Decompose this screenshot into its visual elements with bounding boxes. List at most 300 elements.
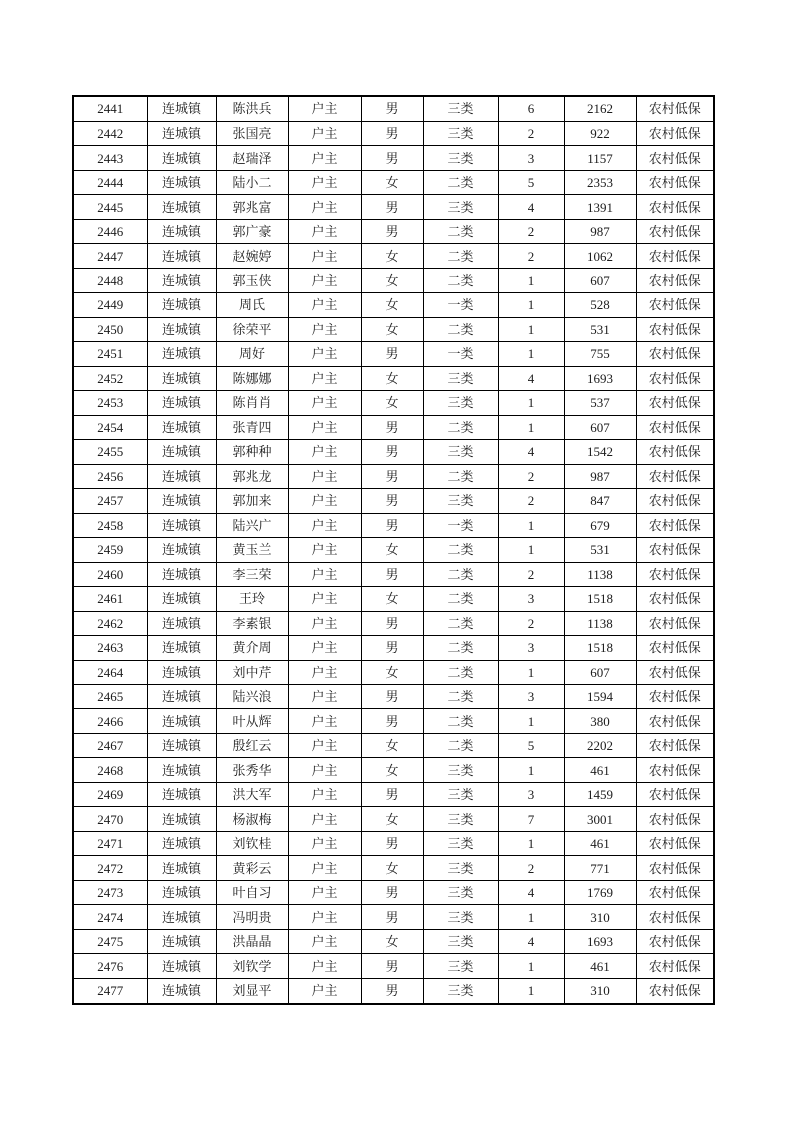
table-cell: 户主 [288,733,361,757]
table-cell: 连城镇 [147,660,216,684]
table-cell: 农村低保 [636,758,714,782]
table-cell: 1542 [564,440,636,464]
table-cell: 1 [498,342,564,366]
table-cell: 1 [498,538,564,562]
table-cell: 户主 [288,685,361,709]
table-row [73,440,714,464]
table-cell: 1 [498,317,564,341]
table-cell: 1693 [564,929,636,953]
table-cell: 2454 [73,415,147,439]
table-cell: 男 [361,464,423,488]
table-cell: 陆兴广 [216,513,288,537]
table-cell: 607 [564,268,636,292]
table-cell: 1 [498,758,564,782]
table-cell: 农村低保 [636,587,714,611]
table-cell: 户主 [288,268,361,292]
table-cell: 2472 [73,856,147,880]
table-cell: 男 [361,121,423,145]
table-cell: 2 [498,464,564,488]
table-cell: 2459 [73,538,147,562]
table-cell: 三类 [423,782,498,806]
table-cell: 户主 [288,415,361,439]
table-cell: 531 [564,538,636,562]
table-row [73,195,714,219]
table-row [73,538,714,562]
table-cell: 连城镇 [147,587,216,611]
table-cell: 679 [564,513,636,537]
table-cell: 男 [361,978,423,1004]
table-cell: 农村低保 [636,489,714,513]
table-cell: 农村低保 [636,293,714,317]
table-cell: 一类 [423,293,498,317]
table-cell: 刘钦桂 [216,831,288,855]
table-body [73,96,714,1004]
table-cell: 冯明贵 [216,905,288,929]
table-cell: 二类 [423,733,498,757]
table-cell: 女 [361,538,423,562]
table-cell: 2 [498,121,564,145]
table-row [73,219,714,243]
table-cell: 户主 [288,440,361,464]
table-cell: 连城镇 [147,807,216,831]
table-cell: 1138 [564,611,636,635]
table-cell: 户主 [288,391,361,415]
table-cell: 1157 [564,146,636,170]
table-cell: 1062 [564,244,636,268]
table-cell: 847 [564,489,636,513]
table-cell: 三类 [423,978,498,1004]
table-cell: 农村低保 [636,733,714,757]
table-row [73,391,714,415]
table-row [73,954,714,978]
table-cell: 户主 [288,611,361,635]
table-cell: 1 [498,978,564,1004]
table-cell: 987 [564,464,636,488]
table-cell: 户主 [288,954,361,978]
table-cell: 二类 [423,636,498,660]
table-row [73,562,714,586]
table-row [73,268,714,292]
table-cell: 男 [361,685,423,709]
table-row [73,636,714,660]
table-cell: 三类 [423,905,498,929]
table-cell: 2460 [73,562,147,586]
table-row [73,929,714,953]
table-cell: 连城镇 [147,219,216,243]
table-cell: 农村低保 [636,954,714,978]
table-cell: 农村低保 [636,391,714,415]
table-cell: 陈肖肖 [216,391,288,415]
table-cell: 农村低保 [636,685,714,709]
table-row [73,905,714,929]
table-cell: 2 [498,219,564,243]
table-cell: 户主 [288,489,361,513]
table-cell: 陈洪兵 [216,96,288,121]
table-cell: 户主 [288,342,361,366]
table-cell: 连城镇 [147,880,216,904]
table-cell: 连城镇 [147,293,216,317]
table-cell: 三类 [423,489,498,513]
table-cell: 4 [498,929,564,953]
table-cell: 1769 [564,880,636,904]
table-row [73,96,714,121]
table-row [73,758,714,782]
table-cell: 1518 [564,587,636,611]
table-cell: 一类 [423,513,498,537]
table-row [73,415,714,439]
table-cell: 1 [498,709,564,733]
table-cell: 女 [361,244,423,268]
table-cell: 户主 [288,366,361,390]
table-cell: 洪大军 [216,782,288,806]
table-cell: 2461 [73,587,147,611]
table-cell: 二类 [423,317,498,341]
table-cell: 3 [498,782,564,806]
table-cell: 杨淑梅 [216,807,288,831]
table-cell: 二类 [423,709,498,733]
table-cell: 刘钦学 [216,954,288,978]
table-cell: 三类 [423,366,498,390]
table-cell: 殷红云 [216,733,288,757]
table-cell: 连城镇 [147,782,216,806]
table-cell: 三类 [423,807,498,831]
table-cell: 987 [564,219,636,243]
table-cell: 农村低保 [636,709,714,733]
table-cell: 2471 [73,831,147,855]
table-cell: 郭广豪 [216,219,288,243]
table-cell: 刘中芹 [216,660,288,684]
table-cell: 2 [498,562,564,586]
table-cell: 1 [498,660,564,684]
table-row [73,587,714,611]
table-cell: 户主 [288,121,361,145]
table-cell: 户主 [288,219,361,243]
table-row [73,513,714,537]
table-row [73,856,714,880]
table-cell: 二类 [423,219,498,243]
table-cell: 771 [564,856,636,880]
table-cell: 连城镇 [147,366,216,390]
table-cell: 1 [498,391,564,415]
table-cell: 5 [498,733,564,757]
table-cell: 农村低保 [636,96,714,121]
table-cell: 农村低保 [636,660,714,684]
table-cell: 户主 [288,856,361,880]
table-row [73,244,714,268]
table-cell: 户主 [288,782,361,806]
table-cell: 2450 [73,317,147,341]
table-cell: 男 [361,489,423,513]
table-cell: 男 [361,440,423,464]
table-cell: 男 [361,415,423,439]
table-cell: 2453 [73,391,147,415]
table-cell: 农村低保 [636,929,714,953]
table-cell: 郭种种 [216,440,288,464]
table-cell: 三类 [423,440,498,464]
table-cell: 连城镇 [147,146,216,170]
table-cell: 连城镇 [147,685,216,709]
table-cell: 2477 [73,978,147,1004]
table-cell: 1 [498,831,564,855]
table-cell: 二类 [423,538,498,562]
table-cell: 1138 [564,562,636,586]
table-row [73,880,714,904]
table-cell: 2464 [73,660,147,684]
table-cell: 2462 [73,611,147,635]
table-cell: 农村低保 [636,219,714,243]
table-cell: 农村低保 [636,268,714,292]
table-cell: 2441 [73,96,147,121]
table-cell: 1594 [564,685,636,709]
table-cell: 连城镇 [147,562,216,586]
table-cell: 张国亮 [216,121,288,145]
table-cell: 女 [361,856,423,880]
table-cell: 赵瑞泽 [216,146,288,170]
table-cell: 男 [361,219,423,243]
table-cell: 户主 [288,293,361,317]
table-cell: 农村低保 [636,317,714,341]
table-cell: 二类 [423,611,498,635]
table-cell: 农村低保 [636,342,714,366]
table-cell: 2442 [73,121,147,145]
table-row [73,366,714,390]
table-cell: 郭兆龙 [216,464,288,488]
table-cell: 三类 [423,195,498,219]
table-cell: 李三荣 [216,562,288,586]
table-cell: 连城镇 [147,978,216,1004]
table-cell: 2202 [564,733,636,757]
table-cell: 女 [361,366,423,390]
table-cell: 4 [498,880,564,904]
table-cell: 女 [361,807,423,831]
table-cell: 2451 [73,342,147,366]
table-cell: 2 [498,244,564,268]
table-row [73,660,714,684]
table-cell: 周氏 [216,293,288,317]
table-cell: 三类 [423,96,498,121]
table-cell: 郭加来 [216,489,288,513]
table-cell: 男 [361,195,423,219]
table-cell: 男 [361,562,423,586]
table-cell: 1 [498,268,564,292]
table-cell: 户主 [288,978,361,1004]
table-cell: 连城镇 [147,758,216,782]
table-cell: 连城镇 [147,929,216,953]
table-cell: 2470 [73,807,147,831]
table-row [73,978,714,1004]
table-cell: 二类 [423,244,498,268]
table-cell: 户主 [288,880,361,904]
table-cell: 农村低保 [636,831,714,855]
table-cell: 女 [361,587,423,611]
table-cell: 农村低保 [636,195,714,219]
table-cell: 户主 [288,464,361,488]
table-cell: 三类 [423,758,498,782]
table-cell: 2 [498,611,564,635]
table-cell: 二类 [423,268,498,292]
table-cell: 农村低保 [636,782,714,806]
table-cell: 户主 [288,195,361,219]
table-cell: 2443 [73,146,147,170]
table-cell: 三类 [423,121,498,145]
table-cell: 连城镇 [147,342,216,366]
table-cell: 农村低保 [636,440,714,464]
table-cell: 女 [361,170,423,194]
table-cell: 2474 [73,905,147,929]
table-cell: 二类 [423,415,498,439]
table-cell: 3001 [564,807,636,831]
table-row [73,170,714,194]
table-cell: 2463 [73,636,147,660]
table-cell: 农村低保 [636,636,714,660]
table-cell: 连城镇 [147,170,216,194]
table-cell: 607 [564,660,636,684]
table-cell: 537 [564,391,636,415]
table-cell: 1 [498,954,564,978]
table-cell: 4 [498,440,564,464]
table-cell: 户主 [288,146,361,170]
table-cell: 三类 [423,954,498,978]
table-cell: 女 [361,317,423,341]
table-cell: 女 [361,268,423,292]
table-cell: 607 [564,415,636,439]
table-cell: 2 [498,856,564,880]
table-cell: 三类 [423,856,498,880]
table-cell: 310 [564,905,636,929]
table-cell: 连城镇 [147,611,216,635]
table-cell: 男 [361,146,423,170]
table-cell: 2467 [73,733,147,757]
table-cell: 2162 [564,96,636,121]
table-cell: 黄彩云 [216,856,288,880]
table-cell: 李素银 [216,611,288,635]
table-cell: 户主 [288,905,361,929]
table-cell: 连城镇 [147,733,216,757]
table-cell: 户主 [288,244,361,268]
table-cell: 农村低保 [636,366,714,390]
table-cell: 461 [564,758,636,782]
table-cell: 刘显平 [216,978,288,1004]
table-cell: 户主 [288,317,361,341]
table-row [73,146,714,170]
table-row [73,464,714,488]
table-cell: 黄玉兰 [216,538,288,562]
table-cell: 连城镇 [147,538,216,562]
table-cell: 户主 [288,170,361,194]
table-cell: 1391 [564,195,636,219]
table-cell: 6 [498,96,564,121]
table-cell: 5 [498,170,564,194]
table-cell: 张秀华 [216,758,288,782]
table-cell: 三类 [423,391,498,415]
table-cell: 2449 [73,293,147,317]
table-cell: 531 [564,317,636,341]
table-cell: 2469 [73,782,147,806]
table-row [73,342,714,366]
table-cell: 女 [361,929,423,953]
table-row [73,121,714,145]
table-cell: 户主 [288,758,361,782]
table-cell: 张青四 [216,415,288,439]
table-cell: 连城镇 [147,121,216,145]
table-cell: 徐荣平 [216,317,288,341]
table-cell: 男 [361,709,423,733]
table-cell: 连城镇 [147,415,216,439]
table-cell: 男 [361,831,423,855]
table-cell: 连城镇 [147,195,216,219]
table-cell: 二类 [423,562,498,586]
table-cell: 1518 [564,636,636,660]
table-cell: 三类 [423,831,498,855]
table-cell: 755 [564,342,636,366]
table-cell: 2 [498,489,564,513]
table-row [73,685,714,709]
table-cell: 连城镇 [147,954,216,978]
table-cell: 连城镇 [147,489,216,513]
table-cell: 连城镇 [147,440,216,464]
table-cell: 4 [498,195,564,219]
table-row [73,807,714,831]
table-cell: 连城镇 [147,244,216,268]
table-cell: 王玲 [216,587,288,611]
table-cell: 1 [498,415,564,439]
table-cell: 380 [564,709,636,733]
table-cell: 农村低保 [636,146,714,170]
table-cell: 1 [498,513,564,537]
table-cell: 7 [498,807,564,831]
table-cell: 农村低保 [636,538,714,562]
table-cell: 461 [564,954,636,978]
table-cell: 黄介周 [216,636,288,660]
table-cell: 2456 [73,464,147,488]
table-row [73,317,714,341]
table-cell: 郭玉侠 [216,268,288,292]
table-cell: 农村低保 [636,415,714,439]
table-cell: 女 [361,391,423,415]
table-row [73,709,714,733]
table-cell: 3 [498,685,564,709]
table-cell: 农村低保 [636,807,714,831]
table-cell: 户主 [288,538,361,562]
table-cell: 户主 [288,587,361,611]
table-cell: 户主 [288,807,361,831]
table-cell: 连城镇 [147,636,216,660]
table-cell: 2457 [73,489,147,513]
table-cell: 2458 [73,513,147,537]
table-cell: 陈娜娜 [216,366,288,390]
table-cell: 洪晶晶 [216,929,288,953]
table-cell: 连城镇 [147,268,216,292]
table-cell: 女 [361,733,423,757]
table-cell: 二类 [423,587,498,611]
table-cell: 农村低保 [636,244,714,268]
table-cell: 农村低保 [636,121,714,145]
table-cell: 农村低保 [636,880,714,904]
table-cell: 农村低保 [636,170,714,194]
table-cell: 二类 [423,660,498,684]
table-cell: 周好 [216,342,288,366]
table-cell: 男 [361,96,423,121]
table-cell: 连城镇 [147,856,216,880]
table-cell: 农村低保 [636,611,714,635]
table-cell: 户主 [288,96,361,121]
table-cell: 男 [361,513,423,537]
table-cell: 男 [361,342,423,366]
table-cell: 2475 [73,929,147,953]
table-cell: 2446 [73,219,147,243]
table-cell: 户主 [288,660,361,684]
table-cell: 叶自习 [216,880,288,904]
